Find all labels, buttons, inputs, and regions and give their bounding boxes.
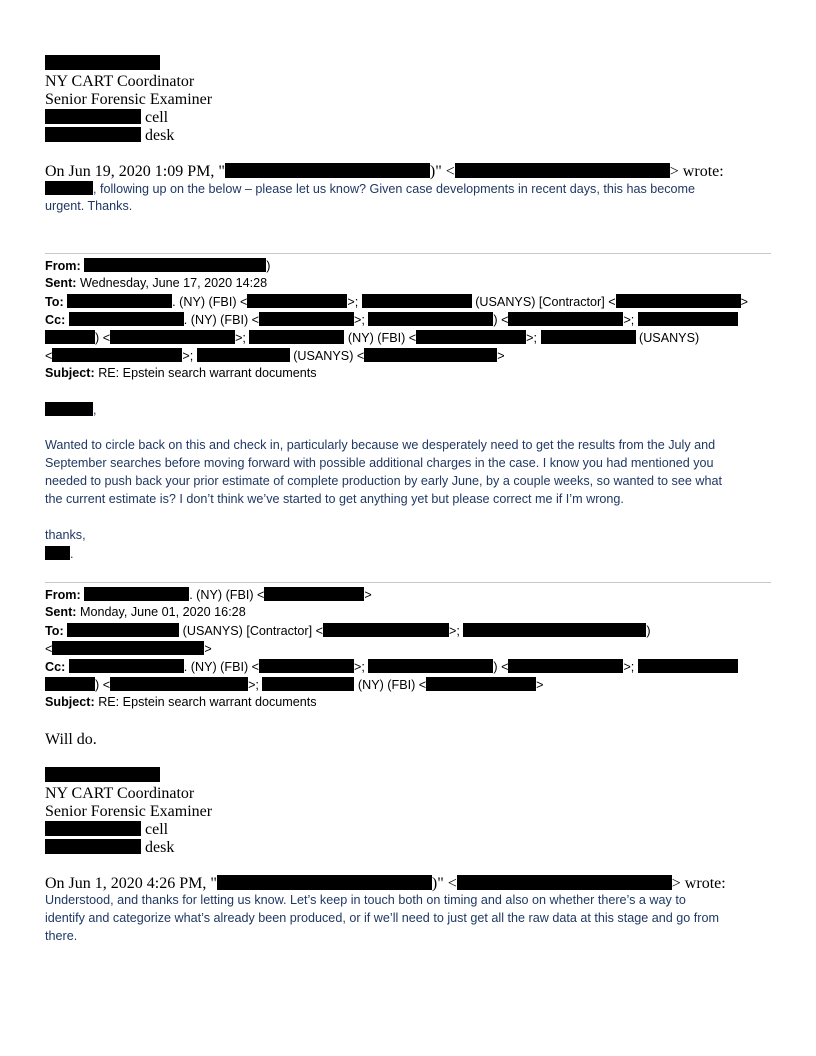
body-line: September searches before moving forward with possible additional charges in the case. I know you had mentioned you (45, 456, 714, 470)
redaction-bar (225, 163, 430, 178)
signature-desk (45, 839, 174, 857)
redaction-bar (84, 587, 189, 601)
signature-cell (45, 109, 168, 127)
quote-header: On Jun 1, 2020 4:26 PM, " )" < > wrote: (45, 875, 726, 892)
cell-label: cell (145, 821, 169, 838)
redaction-bar (638, 659, 738, 673)
redaction-bar (110, 677, 248, 691)
redaction-bar (45, 181, 93, 195)
redaction-bar (67, 623, 179, 637)
redaction-bar (52, 641, 204, 655)
signature-subtitle: Senior Forensic Examiner (45, 91, 213, 108)
desk-label: desk (145, 127, 175, 144)
email-subject: Subject: RE: Epstein search warrant documents (45, 366, 317, 380)
redaction-bar (259, 659, 354, 673)
quote-body-line: urgent. Thanks. (45, 199, 133, 213)
email-cc: Cc: . (NY) (FBI) < >; ) < >; (45, 312, 738, 327)
redaction-bar (84, 258, 266, 272)
quote-header: On Jun 19, 2020 1:09 PM, " )" < > wrote: (45, 163, 724, 180)
email-from: From: . (NY) (FBI) < > (45, 588, 372, 602)
email-subject: Subject: RE: Epstein search warrant documents (45, 695, 317, 709)
redaction-bar (69, 659, 184, 673)
redaction-bar (457, 875, 672, 890)
redaction-bar (362, 294, 472, 308)
redaction-bar (541, 330, 636, 344)
body-line: the current estimate is? I don’t think we’ve started to get anything yet but please correct me if I’m wrong. (45, 492, 624, 506)
cell-label: cell (145, 109, 169, 126)
redaction-bar (45, 127, 141, 142)
body-line: needed to push back your prior estimate of complete production by early June, by a couple weeks, so wanted to see what (45, 474, 722, 488)
thanks-line: thanks, (45, 528, 86, 542)
email-to: To: (USANYS) [Contractor] < >; ) (45, 624, 651, 638)
desk-label: desk (145, 839, 175, 856)
email-to: To: . (NY) (FBI) < >; (USANYS) [Contractor] < > (45, 295, 748, 309)
divider (45, 582, 771, 583)
redaction-bar (69, 312, 184, 326)
email-to-cont: < > (45, 642, 212, 656)
redaction-bar (110, 330, 235, 344)
redaction-bar (45, 821, 141, 836)
redaction-bar (45, 677, 95, 691)
redaction-bar (368, 312, 493, 326)
redaction-bar (45, 55, 160, 70)
email-cc-cont: < >; (USANYS) < > (45, 349, 505, 363)
email-cc-cont: ) < >; (NY) (FBI) < > (45, 677, 544, 692)
redaction-bar (416, 330, 526, 344)
email-from: From: ) (45, 259, 271, 273)
redaction-bar (45, 546, 70, 560)
redaction-bar (508, 312, 623, 326)
redacted-name (45, 767, 160, 785)
redaction-bar (323, 623, 449, 637)
redaction-bar (616, 294, 741, 308)
redaction-bar (364, 348, 497, 362)
redaction-bar (426, 677, 536, 691)
redaction-bar (455, 163, 670, 178)
redaction-bar (45, 402, 93, 416)
quote-body-line: , following up on the below – please let us know? Given case developments in recent days, this has become (45, 181, 695, 196)
redaction-bar (368, 659, 493, 673)
redaction-bar (264, 587, 364, 601)
reply-text: Will do. (45, 731, 97, 748)
redaction-bar (259, 312, 354, 326)
redaction-bar (638, 312, 738, 326)
redaction-bar (247, 294, 347, 308)
redaction-bar (463, 623, 646, 637)
signature-title: NY CART Coordinator (45, 785, 195, 802)
redaction-bar (45, 330, 95, 344)
redaction-bar (45, 767, 160, 782)
signature-subtitle: Senior Forensic Examiner (45, 803, 213, 820)
redaction-bar (52, 348, 182, 362)
redaction-bar (508, 659, 623, 673)
redacted-name (45, 55, 160, 73)
divider (45, 253, 771, 254)
email-sent: Sent: Monday, June 01, 2020 16:28 (45, 605, 246, 619)
signature-cell (45, 821, 168, 839)
sign-line: . (45, 546, 74, 561)
email-cc: Cc: . (NY) (FBI) < >; ) < >; (45, 659, 738, 674)
redaction-bar (217, 875, 432, 890)
redaction-bar (45, 839, 141, 854)
signature-desk (45, 127, 174, 145)
email-sent: Sent: Wednesday, June 17, 2020 14:28 (45, 276, 268, 290)
redaction-bar (262, 677, 354, 691)
quote-body-line: Understood, and thanks for letting us know. Let’s keep in touch both on timing and also on whether there’s a way to (45, 893, 686, 907)
quote-body-line: there. (45, 929, 78, 943)
quote-body-line: identify and categorize what’s already been produced, or if we’ll need to just get all the raw data at this stage and go from (45, 911, 719, 925)
email-cc-cont: ) < >; (NY) (FBI) < >; (USANYS) (45, 330, 699, 345)
signature-title: NY CART Coordinator (45, 73, 195, 90)
redaction-bar (197, 348, 290, 362)
redaction-bar (67, 294, 172, 308)
redaction-bar (45, 109, 141, 124)
greeting: , (45, 402, 97, 417)
redaction-bar (249, 330, 344, 344)
body-line: Wanted to circle back on this and check in, particularly because we desperately need to get the results from the July and (45, 438, 716, 452)
